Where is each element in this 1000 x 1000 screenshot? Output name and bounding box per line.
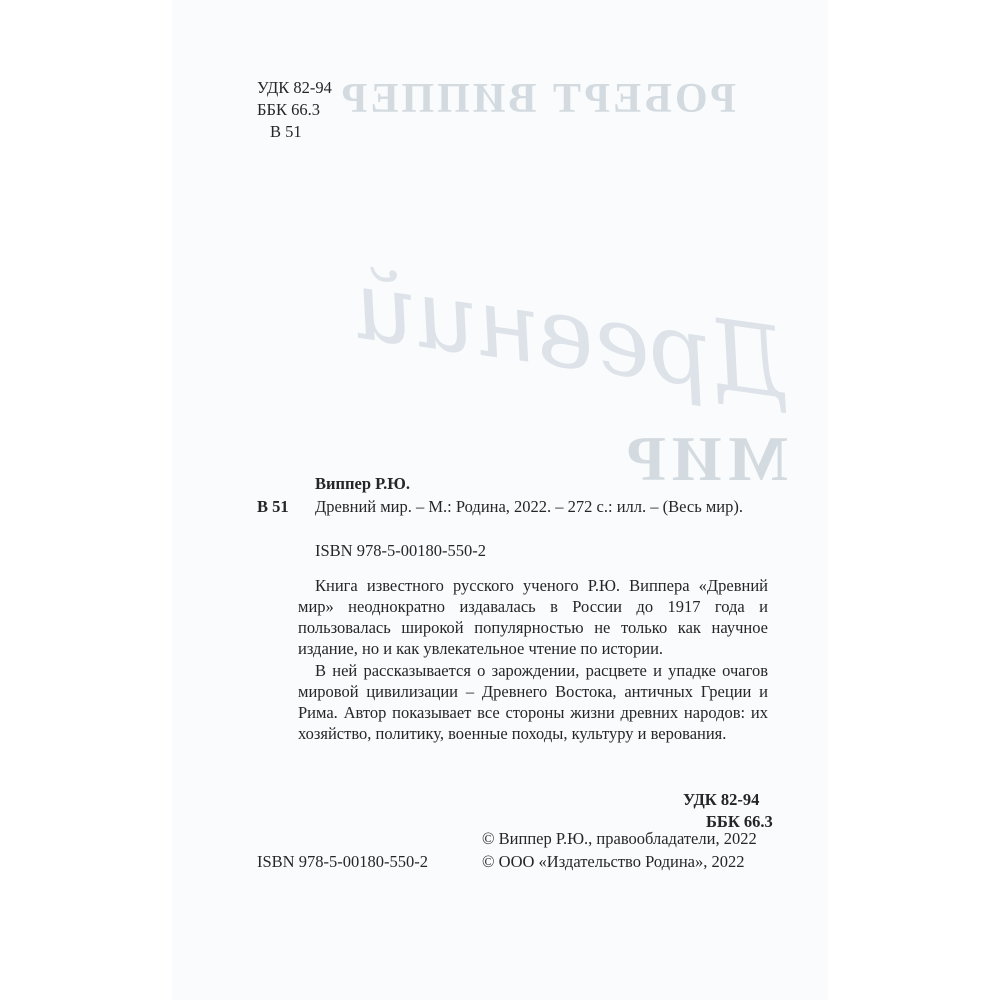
showthrough-title-script: Древний: [346, 248, 798, 421]
book-page: [172, 0, 828, 1000]
copyright-publisher: © ООО «Издательство Родина», 2022: [482, 852, 745, 871]
author-mark: В 51: [270, 122, 302, 141]
bottom-bbk-code: ББК 66.3: [706, 812, 773, 831]
bbk-code: ББК 66.3: [257, 100, 320, 119]
annotation-paragraph-1: Книга известного русского ученого Р.Ю. Виппера «Древний мир» неоднократно издавалась в России до 1917 года и пользовалась широкой популярностью не только как научное издание, но и как увлекательное чтение по истории.: [298, 576, 768, 658]
bibliographic-description: Древний мир. – М.: Родина, 2022. – 272 с.: илл. – (Весь мир).: [315, 497, 743, 516]
copyright-author: © Виппер Р.Ю., правообладатели, 2022: [482, 829, 757, 848]
showthrough-author: РОБЕРТ ВИППЕР: [338, 76, 736, 122]
entry-author: Виппер Р.Ю.: [315, 474, 410, 493]
bottom-udk-code: УДК 82-94: [683, 790, 760, 809]
udk-code: УДК 82-94: [257, 78, 332, 97]
showthrough-title-bold: МИР: [620, 423, 788, 494]
footer-isbn: ISBN 978-5-00180-550-2: [257, 852, 428, 871]
annotation-paragraph-2: В ней рассказывается о зарождении, расцвете и упадке очагов мировой цивилизации – Древнего Востока, античных Греции и Рима. Автор показывает все стороны жизни древних народов: их хозяйство, политику, военные походы, культуру и верования.: [298, 661, 768, 743]
entry-isbn: ISBN 978-5-00180-550-2: [315, 541, 486, 560]
entry-author-mark: В 51: [257, 497, 289, 516]
